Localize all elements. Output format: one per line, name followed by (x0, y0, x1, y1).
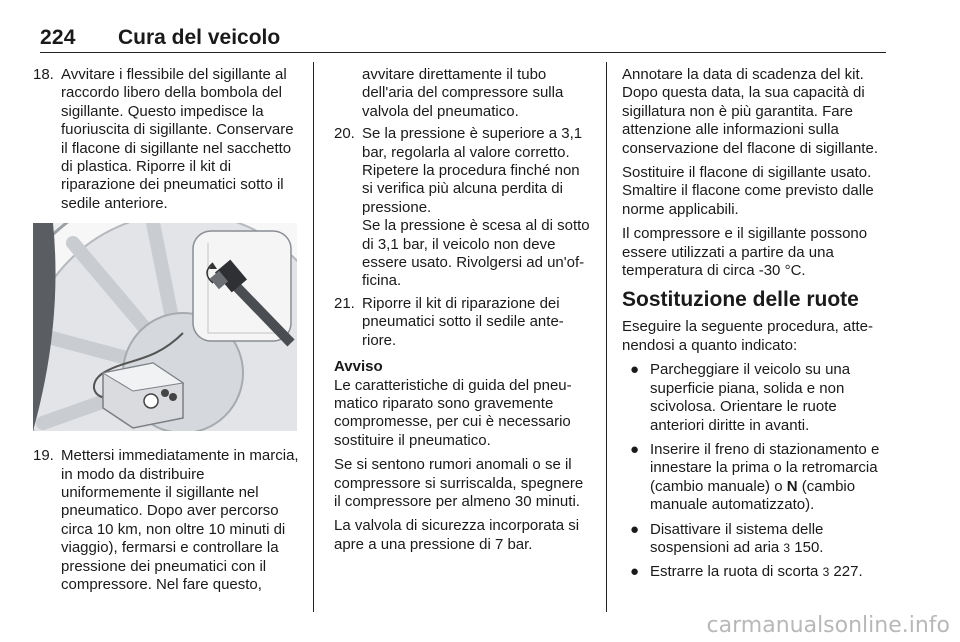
bullet-icon: ● (630, 520, 640, 538)
watermark: carmanualsonline.info (706, 613, 950, 638)
wheel-compressor-image (33, 223, 297, 431)
step-number: 21. (334, 294, 355, 312)
bullet-item: ● Disattivare il sistema delle sospensioni ad aria 3 150. (630, 520, 824, 556)
bullet-icon: ● (630, 361, 640, 379)
column-divider-1 (313, 62, 314, 612)
notice-paragraph-1: Le caratteristiche di guida del pneumatico riparato sono gravemente compromesse, per cui è necessario sostituire il pneumatico. (334, 376, 572, 449)
column-divider-2 (606, 62, 607, 612)
notice-paragraph-2: Se si sentono rumori anomali o se il compressore si surriscalda, spegnere il compressore per almeno 30 minuti. (334, 456, 584, 510)
notice-paragraph-3: La valvola di sicurezza incorporata si apre a una pressione di 7 bar. (334, 517, 580, 553)
tire-repair-kit-illustration (33, 223, 297, 431)
section-heading: Sostituzione delle ruote (622, 288, 859, 312)
bullet-item: ● Inserire il freno di stazionamento e innestare la prima o la retromarcia (cambio manuale) o N (cambio manuale automatizzato). (630, 440, 880, 514)
bullet-icon: ● (630, 563, 640, 581)
valve-detail-icon (193, 231, 291, 343)
page-number: 224 (40, 26, 76, 49)
bullet-item: ● Parcheggiare il veicolo su una superficie piana, solida e non scivolosa. Orientare le ruote anteriori diritte in avanti. (630, 361, 851, 434)
page-header (40, 26, 886, 53)
step-20-note: Se la pressione è scesa al di sotto di 3,1 bar, il veicolo non deve essere usato. Rivolgersi ad un'officina. (362, 217, 590, 290)
step-number: 18. (33, 66, 54, 83)
chapter-title: Cura del veicolo (118, 26, 281, 49)
step-text: Riporre il kit di riparazione dei pneumatici sotto il sedile anteriore. (362, 294, 564, 349)
step-20 (334, 125, 590, 291)
step-18 (33, 66, 299, 213)
step-19 (33, 447, 299, 594)
section-intro: Eseguire la seguente procedura, attenendosi a quanto indicato: (622, 318, 873, 354)
step-19-continued: avvitare direttamente il tubo dell'aria del compressore sulla valvola del pneumatico. (362, 66, 564, 120)
notice-title: Avviso (334, 358, 383, 376)
step-text: Mettersi immediatamente in marcia, in modo da distribuire uniformemente il sigillante nel pneumatico. Dopo aver percorso circa 10 km, non oltre 10 minuti di viaggio), fermarsi e controllare la pressione dei pneumatici con il compressore. Nel fare questo, (61, 447, 299, 594)
paragraph-expiry: Annotare la data di scadenza del kit. Dopo questa data, la sua capacità di sigillatura non è più garantita. Fare attenzione alle informazioni sulla conservazione del flacone di sigillante. (622, 66, 878, 157)
column-1 (33, 66, 299, 595)
step-text: Avvitare i flessibile del sigillante al raccordo libero della bombola del sigillante. Questo impedisce la fuoriuscita di sigillante. Conservare il flacone di sigillante nel sacchetto di plastica. Riporre il kit di riparazione dei pneumatici sotto il sedile anteriore. (61, 66, 294, 212)
step-number: 19. (33, 447, 54, 465)
column-3 (622, 66, 888, 582)
column-2 (334, 66, 590, 554)
page-reference-icon[interactable]: 3 (783, 540, 791, 555)
step-number: 20. (334, 125, 355, 143)
paragraph-replace: Sostituire il flacone di sigillante usato. Smaltire il flacone come previsto dalle norme applicabili. (622, 164, 874, 218)
step-21 (334, 295, 590, 350)
step-text: Se la pressione è superiore a 3,1 bar, regolarla al valore corretto. Ripetere la procedura finché non si verifica più alcuna perdita di pressione. (362, 125, 583, 216)
bullet-item: ● Estrarre la ruota di scorta 3 227. (630, 563, 863, 581)
paragraph-temperature: Il compressore e il sigillante possono essere utilizzati a partire da una temperatura di circa -30 °C. (622, 225, 868, 280)
bullet-icon: ● (630, 440, 640, 458)
page-reference-icon[interactable]: 3 (822, 565, 830, 580)
